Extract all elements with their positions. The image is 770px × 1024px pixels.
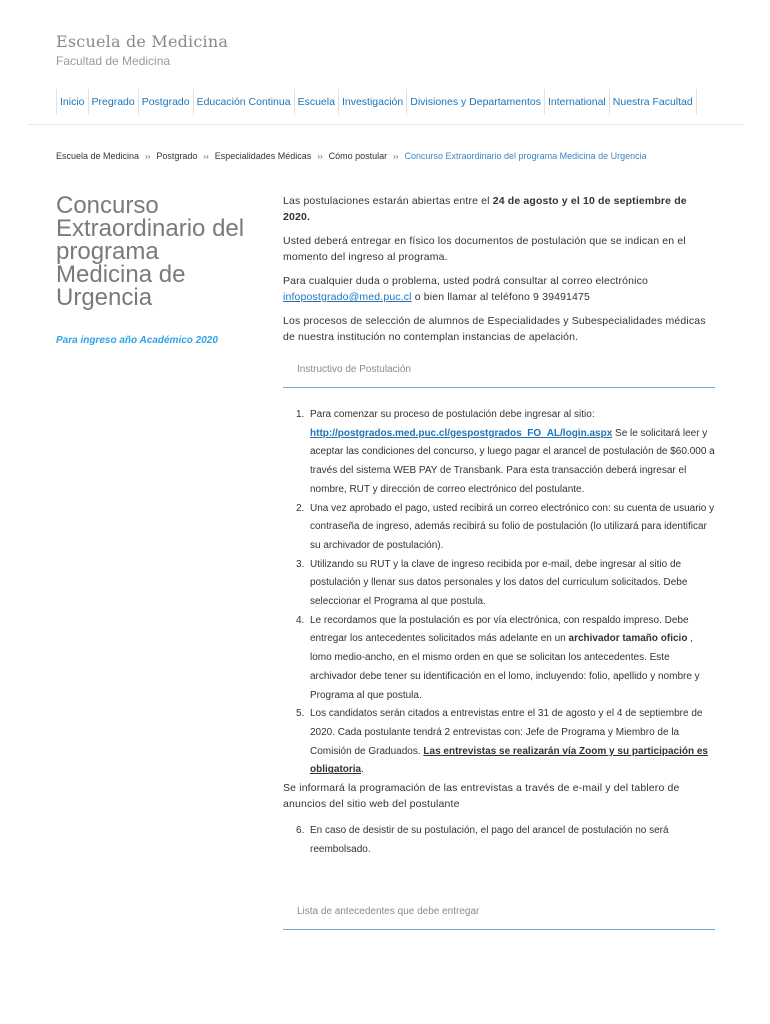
interview-schedule-note: Se informará la programación de las entrevistas a través de e-mail y del tablero de anuncios del sitio web del postulante [283,782,680,811]
step-text: Para comenzar su proceso de postulación debe ingresar al sitio: [310,409,595,420]
breadcrumb-separator: ›› [317,152,323,161]
intro-appeal: Los procesos de selección de alumnos de Especialidades y Subespecialidades médicas de nuestra institución no contemplan instancias de apelación. [283,315,706,343]
step-text: . [361,764,364,776]
step-bold-text: Las entrevistas se realizarán vía Zoom y su participación es obligatoria [310,745,708,776]
nav-item-divisiones[interactable]: Divisiones y Departamentos [407,89,545,115]
step-text: Utilizando su RUT y la clave de ingreso recibida por e-mail, debe ingresar al sitio de postulación y llenar sus datos personales y los datos del curriculum solicitados. Debe seleccionar el Programa al que postula. [310,558,688,608]
accordion-lista-antecedentes[interactable]: Lista de antecedentes que debe entregar [283,895,715,930]
list-item [296,705,715,780]
step-number: 3. [296,558,305,570]
list-item [296,500,715,556]
site-subtitle[interactable]: Facultad de Medicina [56,54,171,68]
breadcrumb-especialidades[interactable]: Especialidades Médicas [214,151,312,161]
nav-item-educacion-continua[interactable]: Educación Continua [194,89,295,115]
step-text: Se le solicitará leer y aceptar las condiciones del concurso, y luego pagar el arancel de postulación de $60.000 a través del sistema WEB PAY de Transbank. Para esta transacción deberá ingresar el nombre, RUT y dirección de correo electrónico del postulante. [310,427,715,495]
step-number: 2. [296,502,305,514]
list-item [296,556,715,612]
step-number: 6. [296,825,305,837]
contact-email-link[interactable]: infopostgrado@med.puc.cl [283,291,412,303]
main-nav [56,88,697,116]
list-item [296,406,715,500]
breadcrumb-separator: ›› [393,152,399,161]
nav-item-nuestra-facultad[interactable]: Nuestra Facultad [610,89,697,115]
step-number: 4. [296,614,305,626]
site-header [56,32,228,68]
nav-item-pregrado[interactable]: Pregrado [89,89,139,115]
nav-item-international[interactable]: International [545,89,610,115]
breadcrumb-separator: ›› [145,152,151,161]
main-content [283,193,715,930]
list-item [296,822,715,859]
list-item [296,612,715,706]
nav-item-inicio[interactable]: Inicio [56,89,89,115]
step-number: 5. [296,708,305,720]
intro-contact [283,273,715,305]
site-title[interactable]: Escuela de Medicina [56,32,229,51]
breadcrumb-separator: ›› [203,152,209,161]
intro-dates-bold: 24 de agosto y el 10 de septiembre de 2020. [283,195,687,223]
breadcrumb-como-postular[interactable]: Cómo postular [328,151,388,161]
nav-item-investigacion[interactable]: Investigación [339,89,407,115]
step-number: 1. [296,409,305,420]
intake-note: Para ingreso año Académico 2020 [56,335,218,346]
step-text: En caso de desistir de su postulación, el pago del arancel de postulación no será reembolsado. [310,825,669,855]
breadcrumb-escuela[interactable]: Escuela de Medicina [56,151,140,161]
header-divider [28,124,744,125]
intro-contact-phone: o bien llamar al teléfono 9 39491475 [411,291,591,303]
intro-dates-text: Las postulaciones estarán abiertas entre el [283,195,493,207]
steps-list-continued [283,822,715,859]
accordion-instructivo[interactable]: Instructivo de Postulación [283,353,715,388]
nav-item-postgrado[interactable]: Postgrado [139,89,194,115]
step-text: Le recordamos que la postulación es por vía electrónica, con respaldo impreso. Debe entregar los antecedentes solicitados más adelante en un [310,614,689,645]
step-text: Una vez aprobado el pago, usted recibirá un correo electrónico con: su cuenta de usuario y contraseña de ingreso, además recibirá su folio de postulación (lo utilizará para identificar su archivador de postulación). [310,502,715,551]
step-bold-text: archivador tamaño oficio [568,633,688,645]
step-text: Los candidatos serán citados a entrevistas entre el 31 de agosto y el 4 de septiembre de 2020. Cada postulante tendrá 2 entrevistas con: Jefe de Programa y Miembro de la Comisión de Graduados. [310,708,703,757]
page-title: Concurso Extraordinario del programa Medicina de Urgencia [56,192,245,311]
breadcrumb [56,151,647,161]
breadcrumb-current: Concurso Extraordinario del programa Medicina de Urgencia [404,151,647,161]
intro-physical-docs: Usted deberá entregar en físico los documentos de postulación que se indican en el momento del ingreso al programa. [283,235,686,263]
intro-contact-text: Para cualquier duda o problema, usted podrá consultar al correo electrónico [283,275,648,287]
nav-item-escuela[interactable]: Escuela [295,89,339,115]
postgrados-login-link[interactable]: http://postgrados.med.puc.cl/gespostgrados_FO_AL/login.aspx [310,427,613,439]
breadcrumb-postgrado[interactable]: Postgrado [156,151,198,161]
intro-dates [283,193,715,225]
steps-list [283,406,715,780]
step-text: , lomo medio-ancho, en el mismo orden en que se solicitan los antecedentes. Este archivador debe tener su identificación en el lomo, incluyendo: folio, apellido y nombre y Programa al que postula. [310,633,700,701]
